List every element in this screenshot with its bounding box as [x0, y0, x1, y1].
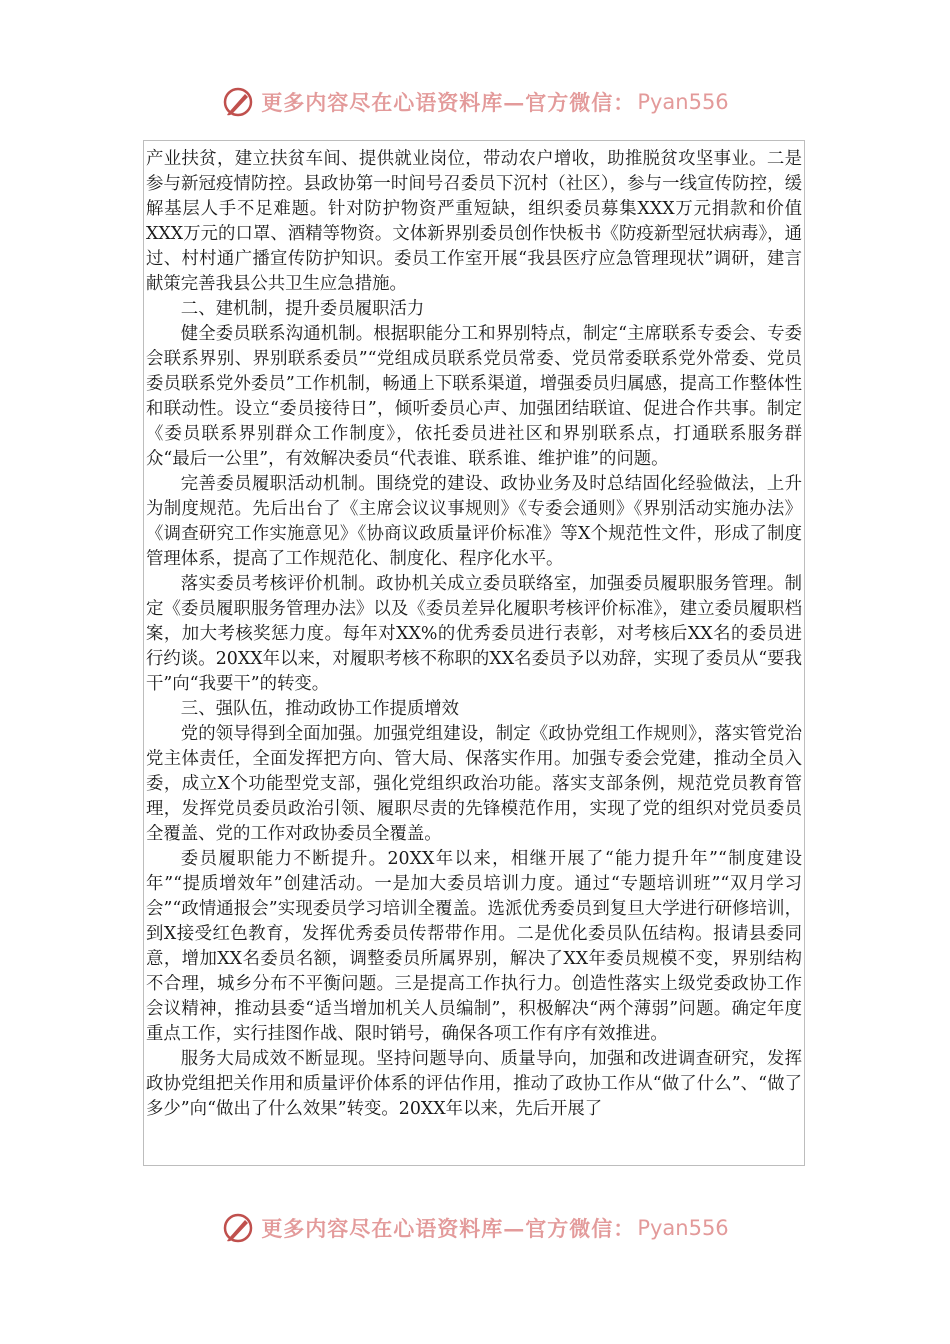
banner-wechat-id: Pyan556	[637, 90, 729, 114]
brush-logo-icon	[221, 1211, 255, 1245]
paragraph: 健全委员联系沟通机制。根据职能分工和界别特点，制定“主席联系专委会、专委会联系界别、界别联系委员”“党组成员联系党员常委、党员常委联系党外常委、党员委员联系党外委员”工作机制，畅通上下联系渠道，增强委员归属感，提高工作整体性和联动性。设立“委员接待日”，倾听委员心声、加强团结联谊、促进合作共事。制定《委员联系界别群众工作制度》，依托委员进社区和界别联系点，打通联系服务群众“最后一公里”，有效解决委员“代表谁、联系谁、维护谁”的问题。	[146, 324, 802, 469]
paragraph: 落实委员考核评价机制。政协机关成立委员联络室，加强委员履职服务管理。制定《委员履职服务管理办法》以及《委员差异化履职考核评价标准》，建立委员履职档案，加大考核奖惩力度。每年对XX%的优秀委员进行表彰，对考核后XX名的委员进行约谈。20XX年以来，对履职考核不称职的XX名委员予以劝辞，实现了委员从“要我干”向“我要干”的转变。	[146, 574, 802, 694]
paragraph: 委员履职能力不断提升。20XX年以来，相继开展了“能力提升年”“制度建设年”“提质增效年”创建活动。一是加大委员培训力度。通过“专题培训班”“双月学习会”“政情通报会”实现委员学习培训全覆盖。选派优秀委员到复旦大学进行研修培训，到X接受红色教育，发挥优秀委员传帮带作用。二是优化委员队伍结构。报请县委同意，增加XX名委员名额，调整委员所属界别，解决了XX年委员规模不变，界别结构不合理，城乡分布不平衡问题。三是提高工作执行力。创造性落实上级党委政协工作会议精神，推动县委“适当增加机关人员编制”，积极解决“两个薄弱”问题。确定年度重点工作，实行挂图作战、限时销号，确保各项工作有序有效推进。	[146, 849, 802, 1044]
paragraph: 产业扶贫，建立扶贫车间、提供就业岗位，带动农户增收，助推脱贫攻坚事业。二是参与新冠疫情防控。县政协第一时间号召委员下沉村（社区），参与一线宣传防控，缓解基层人手不足难题。针对防护物资严重短缺，组织委员募集XXX万元捐款和价值XXX万元的口罩、酒精等物资。文体新界别委员创作快板书《防疫新型冠状病毒》，通过、村村通广播宣传防护知识。委员工作室开展“我县医疗应急管理现状”调研，建言献策完善我县公共卫生应急措施。	[146, 149, 802, 294]
paragraph: 完善委员履职活动机制。围绕党的建设、政协业务及时总结固化经验做法，上升为制度规范。先后出台了《主席会议议事规则》《专委会通则》《界别活动实施办法》《调查研究工作实施意见》《协商议政质量评价标准》等X个规范性文件，形成了制度管理体系，提高了工作规范化、制度化、程序化水平。	[146, 474, 802, 569]
document-page	[143, 140, 805, 1166]
paragraph: 服务大局成效不断显现。坚持问题导向、质量导向，加强和改进调查研究，发挥政协党组把关作用和质量评价体系的评估作用，推动了政协工作从“做了什么”、“做了多少”向“做出了什么效果”转变。20XX年以来，先后开展了	[146, 1049, 802, 1119]
banner-wechat-id: Pyan556	[637, 1216, 729, 1240]
banner-text: 更多内容尽在心语资料库—官方微信：	[261, 90, 636, 115]
brush-logo-icon	[221, 85, 255, 119]
section-heading: 二、建机制，提升委员履职活力	[180, 299, 425, 319]
footer-banner	[0, 1208, 950, 1248]
paragraph: 党的领导得到全面加强。加强党组建设，制定《政协党组工作规则》，落实管党治党主体责任，全面发挥把方向、管大局、保落实作用。加强专委会党建，推动全员入委，成立X个功能型党支部，强化党组织政治功能。落实支部条例，规范党员教育管理，发挥党员委员政治引领、履职尽责的先锋模范作用，实现了党的组织对党员委员全覆盖、党的工作对政协委员全覆盖。	[146, 724, 802, 844]
banner-text: 更多内容尽在心语资料库—官方微信：	[261, 1216, 636, 1241]
section-heading: 三、强队伍，推动政协工作提质增效	[180, 699, 460, 719]
header-banner	[0, 82, 950, 122]
